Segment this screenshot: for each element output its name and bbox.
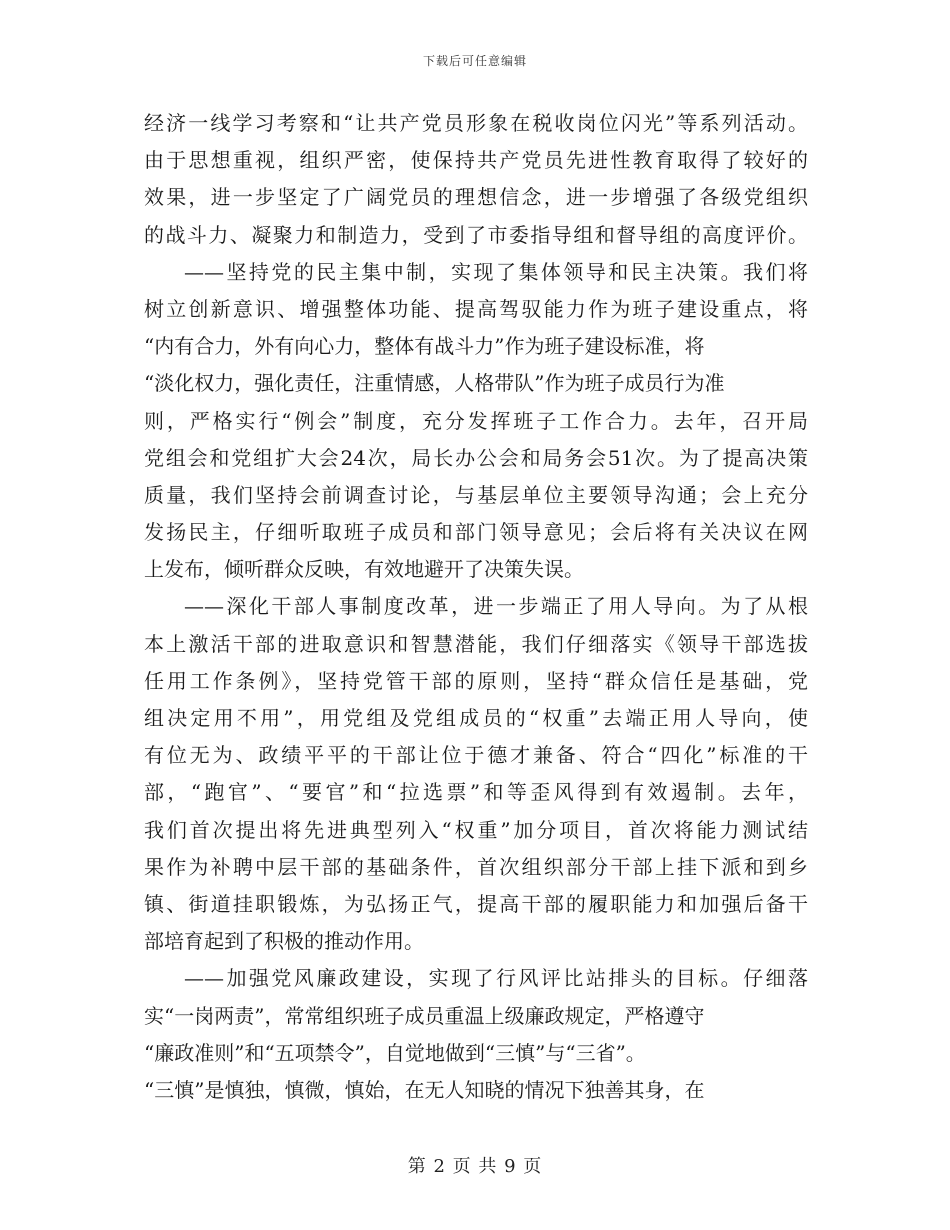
text-line: 部培育起到了积极的推动作用。	[144, 929, 424, 954]
text-line: 由于思想重视，组织严密，使保持共产党员先进性教育取得了较好的	[144, 148, 808, 173]
text-line: 果作为补聘中层干部的基础条件，首次组织部分干部上挂下派和到乡	[144, 854, 808, 879]
text-line: 党组会和党组扩大会24次，局长办公会和局务会51次。为了提高决策	[144, 445, 808, 470]
text-line: 我们首次提出将先进典型列入“权重”加分项目，首次将能力测试结	[144, 817, 808, 842]
text-line: 发扬民主，仔细听取班子成员和部门领导意见；会后将有关决议在网	[144, 520, 808, 545]
page-header: 下载后可任意编辑	[422, 54, 527, 68]
text-line: 有位无为、政绩平平的干部让位于德才兼备、符合“四化”标准的干	[144, 743, 808, 768]
text-line: 的战斗力、凝聚力和制造力，受到了市委指导组和督导组的高度评价。	[144, 222, 808, 247]
text-line: ——深化干部人事制度改革，进一步端正了用人导向。为了从根	[184, 594, 808, 619]
text-line: ——坚持党的民主集中制，实现了集体领导和民主决策。我们将	[184, 259, 808, 284]
text-line: 本上激活干部的进取意识和智慧潜能，我们仔细落实《领导干部选拔	[144, 631, 808, 656]
page-footer: 第 2 页 共 9 页	[407, 1156, 543, 1177]
text-line: “三慎”是慎独，慎微，慎始，在无人知晓的情况下独善其身，在	[144, 1077, 705, 1102]
text-line: 经济一线学习考察和“让共产党员形象在税收岗位闪光”等系列活动。	[144, 111, 808, 135]
text-line: ——加强党风廉政建设，实现了行风评比站排头的目标。仔细落	[184, 966, 808, 991]
text-line: “廉政准则”和“五项禁令”，自觉地做到“三慎”与“三省”。	[144, 1040, 646, 1065]
text-line: 上发布，倾听群众反映，有效地避开了决策失误。	[144, 557, 584, 582]
text-line: 则，严格实行“例会”制度，充分发挥班子工作合力。去年，召开局	[144, 408, 808, 433]
text-line: 质量，我们坚持会前调查讨论，与基层单位主要领导沟通；会上充分	[144, 482, 808, 507]
text-line: “淡化权力，强化责任，注重情感，人格带队”作为班子成员行为准	[144, 371, 725, 396]
document-body	[144, 105, 808, 1109]
text-line: 组决定用不用”，用党组及党组成员的“权重”去端正用人导向，使	[144, 706, 808, 730]
text-line: 任用工作条例》，坚持党管干部的原则，坚持“群众信任是基础，党	[144, 668, 808, 693]
text-line: 镇、街道挂职锻炼，为弘扬正气，提高干部的履职能力和加强后备干	[144, 891, 808, 916]
text-line: “内有合力，外有向心力，整体有战斗力”作为班子建设标准，将	[144, 334, 705, 359]
text-line: 实“一岗两责”，常常组织班子成员重温上级廉政规定，严格遵守	[144, 1003, 705, 1028]
text-line: 树立创新意识、增强整体功能、提高驾驭能力作为班子建设重点，将	[144, 296, 808, 321]
text-line: 部，“跑官”、“要官”和“拉选票”和等歪风得到有效遏制。去年，	[144, 780, 808, 805]
text-line: 效果，进一步坚定了广阔党员的理想信念，进一步增强了各级党组织	[144, 185, 808, 210]
